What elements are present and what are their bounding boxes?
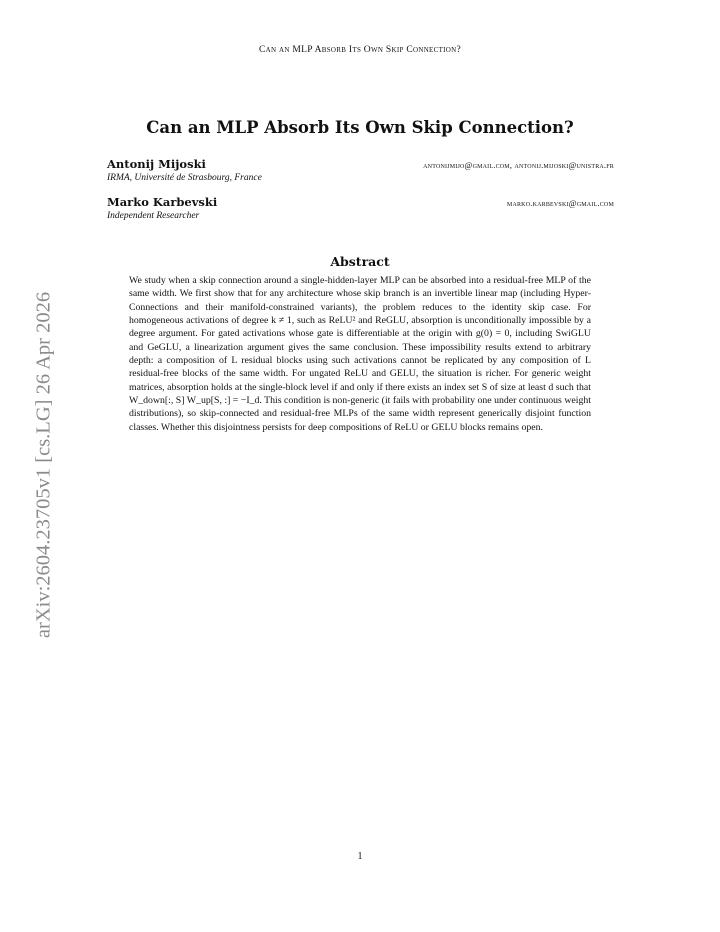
author-affiliation: IRMA, Université de Strasbourg, France (107, 173, 262, 183)
paper-title: Can an MLP Absorb Its Own Skip Connection? (146, 118, 574, 137)
author-name: Marko Karbevski (107, 195, 218, 209)
author-email[interactable]: marko.karbevski@gmail.com (506, 198, 614, 208)
abstract-body: We study when a skip connection around a single-hidden-layer MLP can be absorbed into a residual-free MLP of the same width. We first show that for any architecture whose skip branch is an invertible linear map (including Hyper-Connections and their manifold-constrained variants), the problem reduces to the identity skip case. For homogeneous activations of degree k ≠ 1, such as ReLU² and ReGLU, absorption is unconditionally impossible by a degree argument. For gated activations whose gate is differentiable at the origin with g(0) = 0, including SwiGLU and GeGLU, a linearization argument gives the same conclusion. These impossibility results extend to arbitrary depth: a composition of L residual blocks using such activations cannot be replicated by any composition of L residual-free blocks of the same width. For ungated ReLU and GELU, the situation is richer. For generic weight matrices, absorption holds at the single-block level if and only if there exists an index set S of size at least d such that W_down[:, S] W_up[S, :] = −I_d. This condition is non-generic (it fails with probability one under continuous weight distributions), so skip-connected and residual-free MLPs of the same width represent generically disjoint function classes. Whether this disjointness persists for deep compositions of ReLU or GELU blocks remains open. (129, 275, 591, 433)
author-block-2 (107, 195, 614, 221)
abstract-heading: Abstract (330, 254, 390, 269)
author-name: Antonij Mijoski (107, 157, 206, 171)
running-head: Can an MLP Absorb Its Own Skip Connection? (258, 45, 462, 55)
author-email[interactable]: antonijmijo@gmail.com, antonij.mijoski@unistra.fr (423, 160, 614, 170)
author-block-1 (107, 157, 614, 183)
author-affiliation: Independent Researcher (107, 211, 200, 221)
page-number: 1 (357, 851, 363, 862)
arxiv-identifier[interactable]: arXiv:2604.23705v1 [cs.LG] 26 Apr 2026 (32, 291, 55, 639)
